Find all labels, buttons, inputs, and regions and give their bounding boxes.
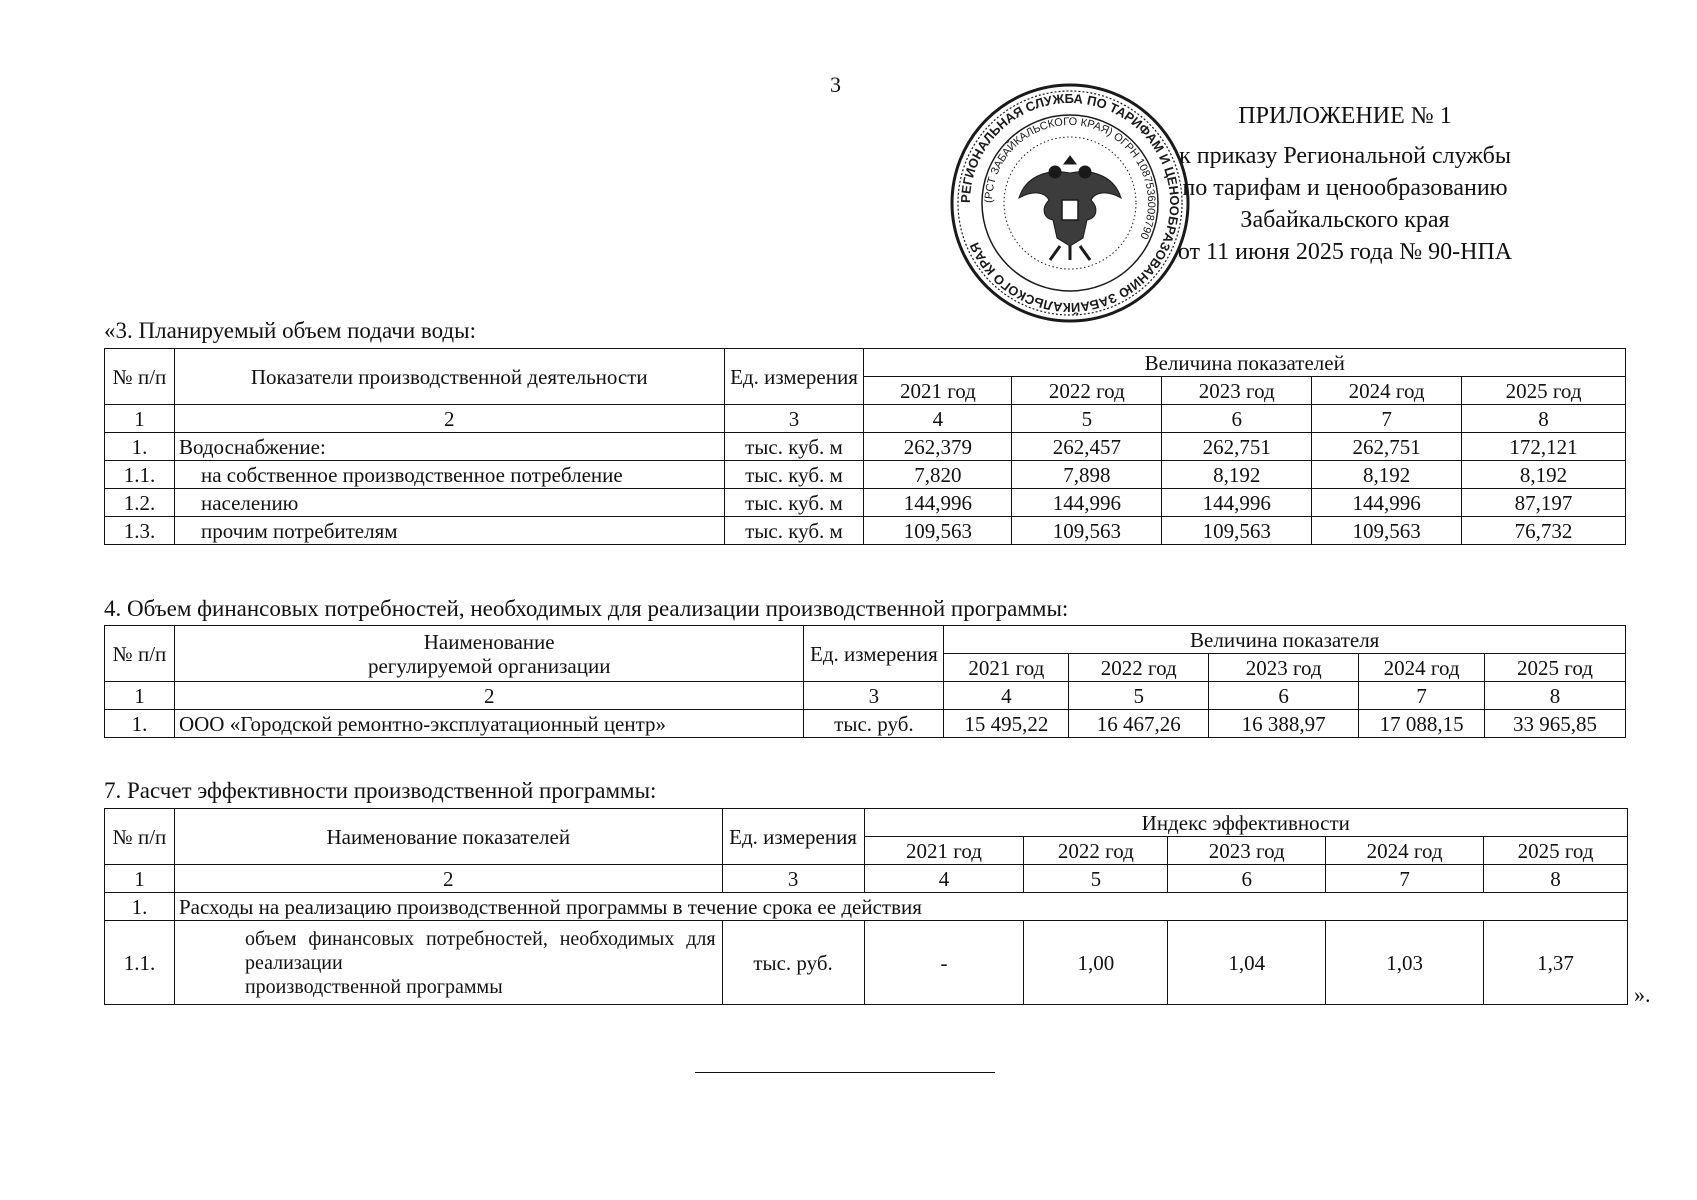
- index-cell: 5: [1012, 405, 1162, 433]
- index-cell: 6: [1168, 865, 1326, 893]
- appendix-line: по тарифам и ценообразованию: [1182, 175, 1508, 201]
- col-name-header-line: регулируемой организации: [367, 653, 611, 678]
- row-group-title: Расходы на реализацию производственной программы в течение срока ее действия: [174, 893, 1627, 921]
- index-cell: 8: [1484, 865, 1628, 893]
- efficiency-table: [104, 808, 1628, 1005]
- col-unit-header: Ед. измерения: [724, 349, 864, 405]
- index-cell: 4: [864, 405, 1012, 433]
- table-row: [105, 517, 1626, 545]
- row-value: 76,732: [1462, 517, 1626, 545]
- section-4-heading: 4. Объем финансовых потребностей, необходимых для реализации производственной программы:: [104, 596, 1069, 621]
- year-header: 2023 год: [1209, 654, 1359, 682]
- index-cell: 8: [1485, 682, 1626, 710]
- col-name-header: [174, 626, 803, 682]
- seal-outer-text: РЕГИОНАЛЬНАЯ СЛУЖБА ПО ТАРИФАМ И ЦЕНООБРАЗОВАНИЮ ЗАБАЙКАЛЬСКОГО КРАЯ: [957, 90, 1183, 316]
- row-unit: тыс. куб. м: [724, 433, 864, 461]
- row-value: 109,563: [1012, 517, 1162, 545]
- row-name-last: производственной программы: [244, 975, 503, 998]
- row-value: 144,996: [1012, 489, 1162, 517]
- section-7-heading: 7. Расчет эффективности производственной программы:: [104, 778, 657, 803]
- row-unit: тыс. куб. м: [724, 517, 864, 545]
- coat-of-arms-icon: [1019, 156, 1121, 260]
- table-group-row: [105, 893, 1628, 921]
- row-value: 172,121: [1462, 433, 1626, 461]
- row-value: 109,563: [864, 517, 1012, 545]
- col-name-header-line: Наименование: [423, 629, 555, 654]
- row-value: 1,04: [1168, 921, 1326, 1005]
- row-unit: тыс. куб. м: [724, 461, 864, 489]
- index-cell: 8: [1462, 405, 1626, 433]
- appendix-line: Забайкальского края: [1240, 207, 1450, 233]
- col-num-header: № п/п: [105, 626, 175, 682]
- row-num: 1.1.: [105, 921, 175, 1005]
- year-header: 2021 год: [944, 654, 1069, 682]
- end-divider: [695, 1072, 995, 1073]
- year-header: 2022 год: [1024, 837, 1168, 865]
- index-cell: 2: [174, 865, 722, 893]
- row-value: 16 467,26: [1069, 710, 1209, 738]
- column-index-row: [105, 865, 1628, 893]
- row-num: 1.3.: [105, 517, 175, 545]
- row-value: 8,192: [1462, 461, 1626, 489]
- row-name: [174, 921, 722, 1005]
- year-header: 2022 год: [1069, 654, 1209, 682]
- row-value: 262,379: [864, 433, 1012, 461]
- section-3-heading: «3. Планируемый объем подачи воды:: [104, 318, 476, 343]
- row-unit: тыс. руб.: [804, 710, 944, 738]
- column-index-row: [105, 405, 1626, 433]
- row-value: 262,751: [1162, 433, 1312, 461]
- table-row: [105, 710, 1626, 738]
- index-cell: 5: [1069, 682, 1209, 710]
- table-header-row: [105, 349, 1626, 377]
- row-value: -: [864, 921, 1024, 1005]
- index-cell: 1: [105, 405, 175, 433]
- index-cell: 1: [105, 682, 175, 710]
- index-cell: 6: [1209, 682, 1359, 710]
- year-header: 2021 год: [864, 837, 1024, 865]
- row-name: ООО «Городской ремонтно-эксплуатационный центр»: [174, 710, 803, 738]
- col-unit-header: Ед. измерения: [804, 626, 944, 682]
- row-value: 144,996: [864, 489, 1012, 517]
- year-header: 2025 год: [1462, 377, 1626, 405]
- index-cell: 2: [174, 682, 803, 710]
- year-header: 2025 год: [1484, 837, 1628, 865]
- appendix-line: к приказу Региональной службы: [1179, 143, 1511, 169]
- appendix-header: [1150, 100, 1540, 268]
- table-header-row: [105, 626, 1626, 654]
- index-cell: 1: [105, 865, 175, 893]
- year-header: 2024 год: [1359, 654, 1485, 682]
- year-header: 2022 год: [1012, 377, 1162, 405]
- row-value: 17 088,15: [1359, 710, 1485, 738]
- row-value: 144,996: [1312, 489, 1462, 517]
- row-value: 8,192: [1162, 461, 1312, 489]
- index-cell: 3: [804, 682, 944, 710]
- row-num: 1.: [105, 433, 175, 461]
- index-cell: 6: [1162, 405, 1312, 433]
- col-group-header: Индекс эффективности: [864, 809, 1627, 837]
- row-name-main: объем финансовых потребностей, необходимых для реализации: [244, 927, 716, 974]
- row-value: 144,996: [1162, 489, 1312, 517]
- seal-inner-text: (РСТ ЗАБАЙКАЛЬСКОГО КРАЯ) ОГРН 1087536008790: [982, 115, 1158, 241]
- index-cell: 3: [722, 865, 864, 893]
- year-header: 2023 год: [1168, 837, 1326, 865]
- row-value: 1,37: [1484, 921, 1628, 1005]
- row-value: 15 495,22: [944, 710, 1069, 738]
- column-index-row: [105, 682, 1626, 710]
- year-header: 2023 год: [1162, 377, 1312, 405]
- col-unit-header: Ед. измерения: [722, 809, 864, 865]
- row-value: 109,563: [1162, 517, 1312, 545]
- table-row: [105, 489, 1626, 517]
- row-value: 8,192: [1312, 461, 1462, 489]
- appendix-line: от 11 июня 2025 года № 90-НПА: [1177, 239, 1513, 265]
- row-value: 7,898: [1012, 461, 1162, 489]
- year-header: 2024 год: [1312, 377, 1462, 405]
- col-name-header: Показатели производственной деятельности: [174, 349, 724, 405]
- row-value: 87,197: [1462, 489, 1626, 517]
- col-name-header: Наименование показателей: [174, 809, 722, 865]
- financial-needs-table: [104, 625, 1626, 738]
- row-num: 1.: [105, 710, 175, 738]
- table-row: [105, 921, 1628, 1005]
- col-num-header: № п/п: [105, 809, 175, 865]
- index-cell: 7: [1359, 682, 1485, 710]
- row-unit: тыс. руб.: [722, 921, 864, 1005]
- index-cell: 7: [1312, 405, 1462, 433]
- row-name: прочим потребителям: [174, 517, 724, 545]
- row-name: Водоснабжение:: [174, 433, 724, 461]
- table-row: [105, 433, 1626, 461]
- index-cell: 4: [864, 865, 1024, 893]
- appendix-title: ПРИЛОЖЕНИЕ № 1: [1238, 103, 1452, 129]
- row-value: 109,563: [1312, 517, 1462, 545]
- col-group-header: Величина показателя: [944, 626, 1626, 654]
- col-group-header: Величина показателей: [864, 349, 1626, 377]
- row-value: 1,03: [1326, 921, 1484, 1005]
- year-header: 2024 год: [1326, 837, 1484, 865]
- index-cell: 2: [174, 405, 724, 433]
- row-unit: тыс. куб. м: [724, 489, 864, 517]
- closing-quote-mark: ».: [1634, 982, 1651, 1007]
- table-row: [105, 461, 1626, 489]
- water-supply-table: [104, 348, 1626, 545]
- index-cell: 3: [724, 405, 864, 433]
- row-value: 33 965,85: [1485, 710, 1626, 738]
- index-cell: 4: [944, 682, 1069, 710]
- year-header: 2021 год: [864, 377, 1012, 405]
- page-number: 3: [830, 72, 841, 97]
- index-cell: 7: [1326, 865, 1484, 893]
- row-value: 1,00: [1024, 921, 1168, 1005]
- row-num: 1.1.: [105, 461, 175, 489]
- row-name: на собственное производственное потребление: [174, 461, 724, 489]
- row-value: 7,820: [864, 461, 1012, 489]
- row-value: 16 388,97: [1209, 710, 1359, 738]
- row-value: 262,751: [1312, 433, 1462, 461]
- row-name: населению: [174, 489, 724, 517]
- row-num: 1.2.: [105, 489, 175, 517]
- year-header: 2025 год: [1485, 654, 1626, 682]
- col-num-header: № п/п: [105, 349, 175, 405]
- row-value: 262,457: [1012, 433, 1162, 461]
- row-num: 1.: [105, 893, 175, 921]
- index-cell: 5: [1024, 865, 1168, 893]
- table-header-row: [105, 809, 1628, 837]
